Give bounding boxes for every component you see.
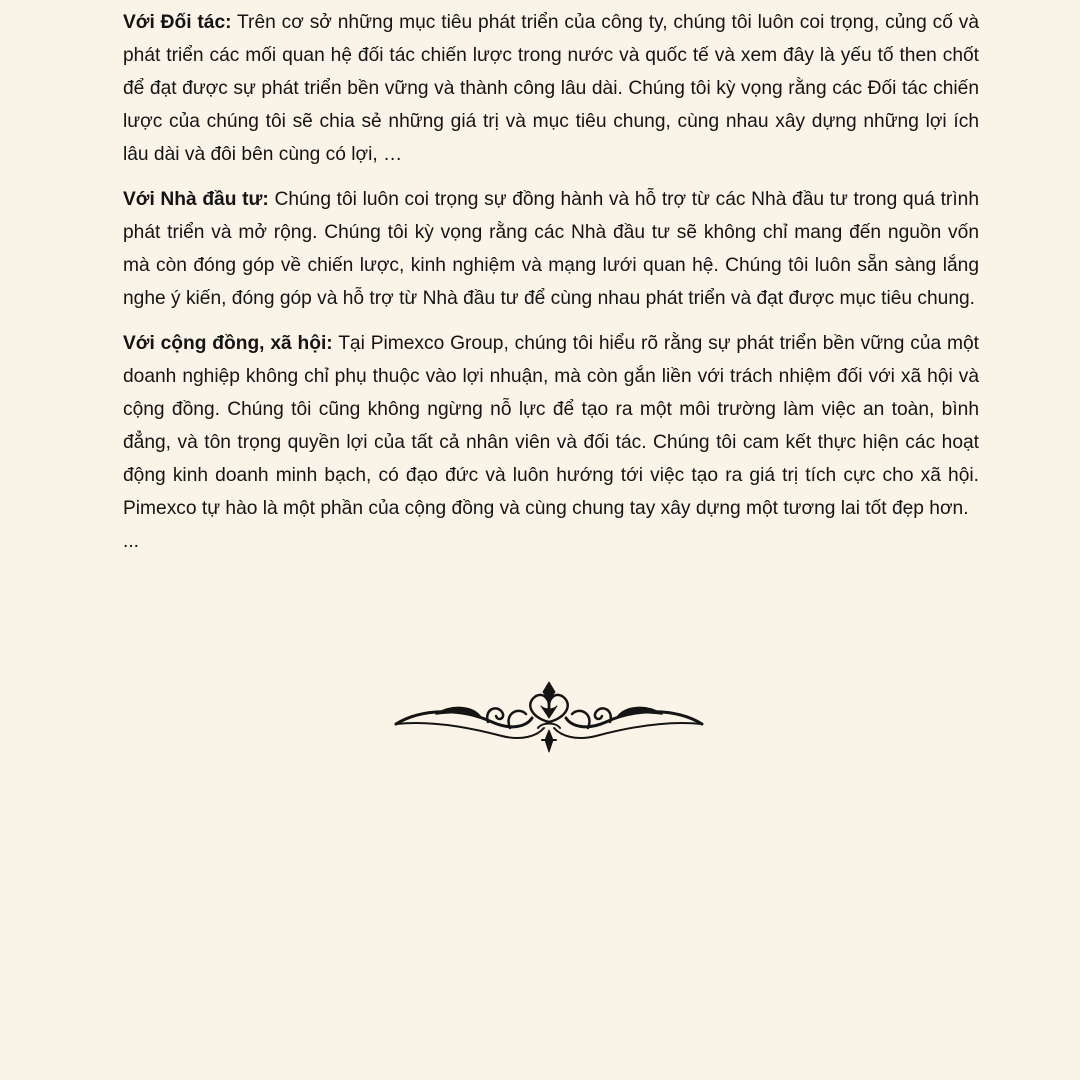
community-heading: Với cộng đồng, xã hội: bbox=[123, 333, 333, 354]
partners-text: Trên cơ sở những mục tiêu phát triển của công ty, chúng tôi luôn coi trọng, củng cố và phát triển các mối quan hệ đối tác chiến lược trong nước và quốc tế và xem đây là yếu tố then chốt để đạt được sự phát triển bền vững và thành công lâu dài. Chúng tôi kỳ vọng rằng các Đối tác chiến lược của chúng tôi sẽ chia sẻ những giá trị và mục tiêu chung, cùng nhau xây dựng những lợi ích lâu dài và đôi bên cùng có lợi, … bbox=[123, 12, 979, 165]
partners-heading: Với Đối tác: bbox=[123, 12, 232, 33]
paragraph-community bbox=[123, 327, 979, 525]
trailing-ellipsis: ... bbox=[123, 531, 139, 552]
document-body bbox=[123, 6, 979, 558]
flourish-divider-icon bbox=[392, 678, 706, 756]
paragraph-investors bbox=[123, 183, 979, 315]
community-text: Tại Pimexco Group, chúng tôi hiểu rõ rằng sự phát triển bền vững của một doanh nghiệp không chỉ phụ thuộc vào lợi nhuận, mà còn gắn liền với trách nhiệm đối với xã hội và cộng đồng. Chúng tôi cũng không ngừng nỗ lực để tạo ra một môi trường làm việc an toàn, bình đẳng, và tôn trọng quyền lợi của tất cả nhân viên và đối tác. Chúng tôi cam kết thực hiện các hoạt động kinh doanh minh bạch, có đạo đức và luôn hướng tới việc tạo ra giá trị tích cực cho xã hội. Pimexco tự hào là một phần của cộng đồng và cùng chung tay xây dựng một tương lai tốt đẹp hơn. bbox=[123, 333, 979, 519]
investors-heading: Với Nhà đầu tư: bbox=[123, 189, 269, 210]
investors-text: Chúng tôi luôn coi trọng sự đồng hành và hỗ trợ từ các Nhà đầu tư trong quá trình phát triển và mở rộng. Chúng tôi kỳ vọng rằng các Nhà đầu tư sẽ không chỉ mang đến nguồn vốn mà còn đóng góp về chiến lược, kinh nghiệm và mạng lưới quan hệ. Chúng tôi luôn sẵn sàng lắng nghe ý kiến, đóng góp và hỗ trợ từ Nhà đầu tư để cùng nhau phát triển và đạt được mục tiêu chung. bbox=[123, 189, 979, 309]
paragraph-partners bbox=[123, 6, 979, 171]
